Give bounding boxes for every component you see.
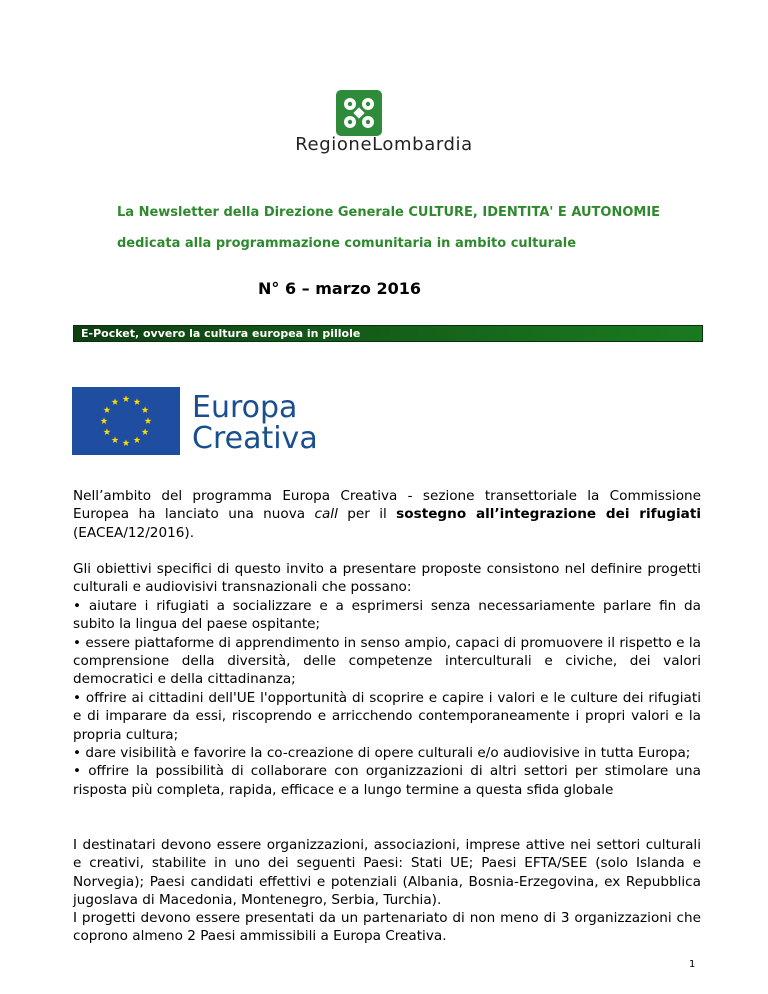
intro-text-2: per il xyxy=(337,506,397,523)
europa-creativa-line2: Creativa xyxy=(192,421,318,456)
intro-text-1: Nell’ambito del programma Europa Creativa - sezione transettoriale la Commissione Europea ha lanciato una nuova xyxy=(73,488,701,523)
section-banner xyxy=(73,325,703,342)
intro-call-word: call xyxy=(314,506,338,523)
logo-text: RegioneLombardia xyxy=(295,134,473,155)
eu-flag-icon xyxy=(72,387,180,455)
objective-bullet: • essere piattaforme di apprendimento in senso ampio, capaci di promuovere il rispetto e la comprensione della diversità, delle competenze interculturali e civiche, dei valori democratici e della cittadinanza; xyxy=(73,634,701,688)
intro-bold-topic: sostegno all’integrazione dei rifugiati xyxy=(396,506,701,523)
objective-bullet: • aiutare i rifugiati a socializzare e a esprimersi senza necessariamente parlare fin da subito la lingua del paese ospitante; xyxy=(73,597,701,633)
projects-paragraph: I progetti devono essere presentati da un partenariato di non meno di 3 organizzazioni che coprono almeno 2 Paesi ammissibili a Europa Creativa. xyxy=(73,910,701,945)
section-banner-text: E-Pocket, ovvero la cultura europea in pillole xyxy=(81,327,361,340)
recipients-paragraph: I destinatari devono essere organizzazioni, associazioni, imprese attive nei settori culturali e creativi, stabilite in uno dei seguenti Paesi: Stati UE; Paesi EFTA/SEE (solo Islanda e Norvegia); Paesi candidati effettivi e potenziali (Albania, Bosnia-Erzegovina, ex Repubblica jugoslava di Macedonia, Montenegro, Serbia, Turchia). xyxy=(73,837,701,909)
objectives-lead: Gli obiettivi specifici di questo invito a presentare proposte consistono nel definire progetti culturali e audiovisivi transnazionali che possano: xyxy=(73,561,701,596)
page-number: 1 xyxy=(689,959,696,970)
europa-creativa-line1: Europa xyxy=(192,390,298,425)
regione-lombardia-logo-mark-icon xyxy=(336,90,382,136)
issue-number: N° 6 – marzo 2016 xyxy=(258,279,421,298)
europa-creativa-logo-text xyxy=(192,392,318,454)
objective-bullet: • offrire ai cittadini dell'UE l'opportunità di scoprire e capire i valori e le culture dei rifugiati e di imparare da essi, riscoprendo e arricchendo contemporaneamente i propri valori e la propria cultura; xyxy=(73,689,701,743)
newsletter-title: La Newsletter della Direzione Generale CULTURE, IDENTITA' E AUTONOMIE xyxy=(117,205,661,220)
intro-text-3: (EACEA/12/2016). xyxy=(73,524,195,541)
intro-paragraph xyxy=(73,487,701,542)
objective-bullet: • offrire la possibilità di collaborare con organizzazioni di altri settori per stimolare una risposta più completa, rapida, efficace e a lungo termine a questa sfida globale xyxy=(73,763,701,798)
objectives-section xyxy=(73,560,701,799)
objective-bullet: • dare visibilità e favorire la co-creazione di opere culturali e/o audiovisive in tutta Europa; xyxy=(73,745,691,762)
newsletter-subtitle: dedicata alla programmazione comunitaria in ambito culturale xyxy=(117,236,577,251)
